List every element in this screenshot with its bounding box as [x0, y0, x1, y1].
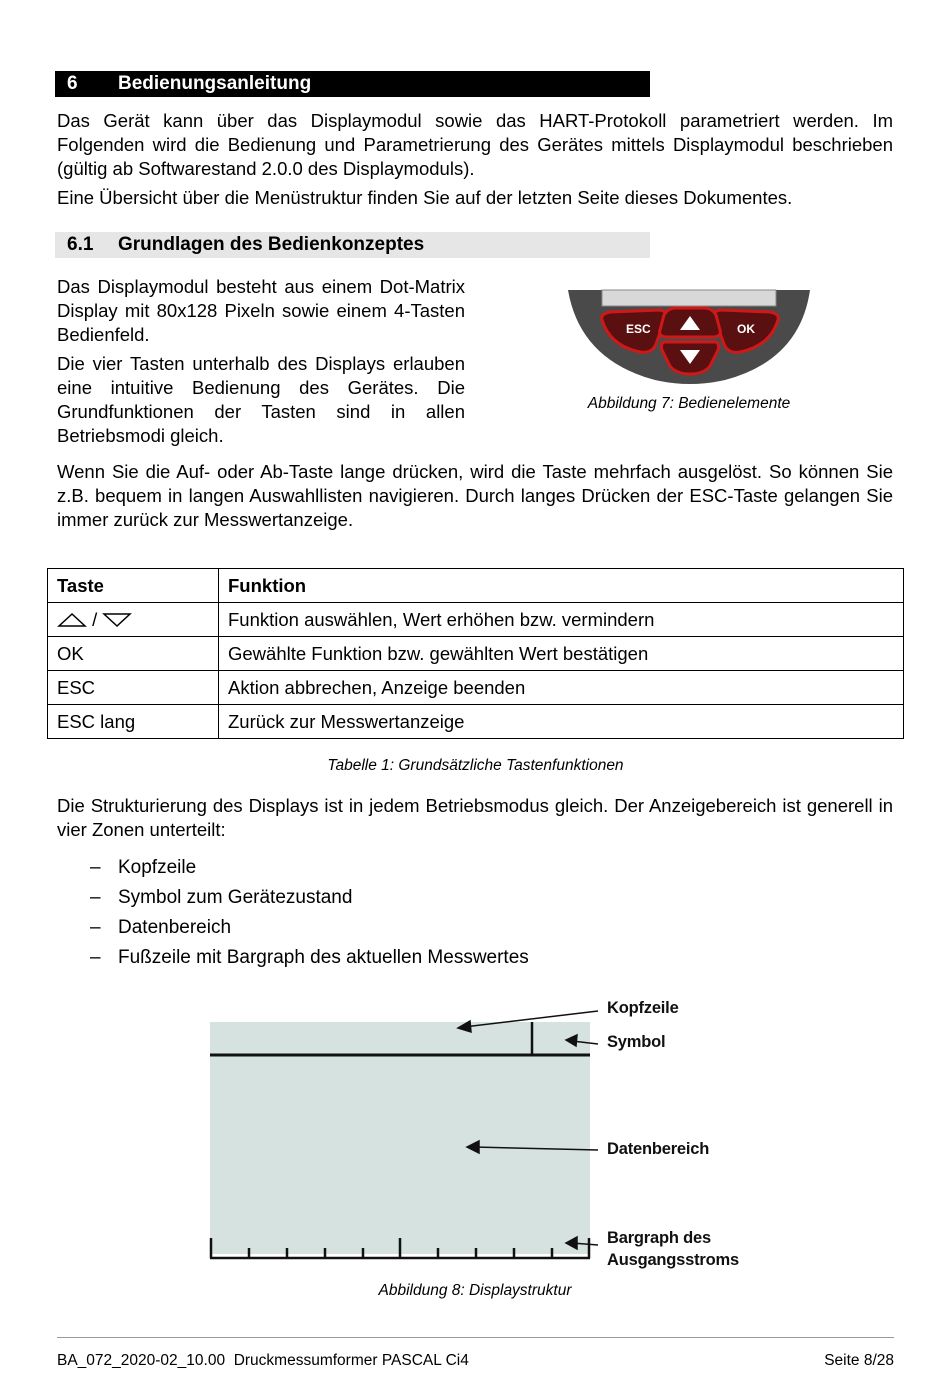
table-row — [48, 637, 904, 671]
table-cell-function: Funktion auswählen, Wert erhöhen bzw. vermindern — [219, 603, 904, 637]
table-row — [48, 705, 904, 739]
table-cell-key — [48, 603, 219, 637]
ok-key-label: OK — [737, 322, 755, 336]
section-title: Bedienungsanleitung — [118, 73, 312, 94]
table-row — [48, 671, 904, 705]
section-number: 6 — [67, 73, 78, 94]
subsection-number: 6.1 — [67, 234, 94, 255]
table-header-key: Taste — [48, 569, 219, 603]
label-bargraph-line-2: Ausgangsstroms — [607, 1251, 739, 1269]
list-dash: – — [90, 947, 101, 968]
table-cell-function: Gewählte Funktion bzw. gewählten Wert bestätigen — [219, 637, 904, 671]
list-item-text: Symbol zum Gerätezustand — [118, 887, 353, 908]
subsection-title: Grundlagen des Bedienkonzeptes — [118, 234, 425, 255]
down-triangle-icon — [102, 612, 132, 628]
table-header-row — [48, 569, 904, 603]
list-item — [90, 915, 529, 945]
list-item-text: Fußzeile mit Bargraph des aktuellen Messwertes — [118, 947, 529, 968]
intro-paragraph-2: Eine Übersicht über die Menüstruktur finden Sie auf der letzten Seite dieses Dokumentes. — [57, 187, 793, 208]
list-item — [90, 945, 529, 975]
label-header: Kopfzeile — [607, 999, 679, 1017]
label-bargraph-line-1: Bargraph des — [607, 1229, 711, 1247]
display-area — [210, 1022, 590, 1254]
footer-doc-id: BA_072_2020-02_10.00 — [57, 1352, 226, 1369]
list-dash: – — [90, 857, 101, 878]
list-item — [90, 885, 529, 915]
footer-left — [57, 1352, 469, 1370]
table-cell-key: ESC lang — [48, 705, 219, 739]
intro-block — [57, 109, 893, 210]
footer-divider — [57, 1337, 894, 1338]
table-header-function: Funktion — [219, 569, 904, 603]
concept-left-column — [57, 275, 465, 448]
figure-8-caption: Abbildung 8: Displaystruktur — [378, 1282, 572, 1299]
list-dash: – — [90, 887, 101, 908]
concept-paragraph-3: Wenn Sie die Auf- oder Ab-Taste lange drücken, wird die Taste mehrfach ausgelöst. So können Sie z.B. bequem in langen Auswahllisten navigieren. Durch langes Drücken der ESC-Taste gelangen Sie immer zurück zur Messwertanzeige. — [57, 461, 893, 530]
list-item — [90, 855, 529, 885]
label-symbol: Symbol — [607, 1033, 666, 1051]
zone-list — [90, 855, 529, 975]
table-cell-function: Zurück zur Messwertanzeige — [219, 705, 904, 739]
table-1-caption: Tabelle 1: Grundsätzliche Tastenfunktionen — [327, 757, 624, 774]
structure-block — [57, 794, 893, 842]
section-heading — [55, 71, 650, 97]
label-data-area: Datenbereich — [607, 1140, 710, 1158]
footer-product: Druckmessumformer PASCAL Ci4 — [233, 1352, 469, 1369]
structure-paragraph: Die Strukturierung des Displays ist in jedem Betriebsmodus gleich. Der Anzeigebereich ist generell in vier Zonen unterteilt: — [57, 795, 893, 840]
subsection-heading — [55, 232, 650, 258]
table-cell-function: Aktion abbrechen, Anzeige beenden — [219, 671, 904, 705]
list-dash: – — [90, 917, 101, 938]
concept-paragraph-2: Die vier Tasten unterhalb des Displays erlauben eine intuitive Bedienung des Gerätes. Die Grundfunktionen der Tasten sind in allen Betriebsmodi gleich. — [57, 353, 465, 446]
figure-7-caption: Abbildung 7: Bedienelemente — [587, 395, 791, 412]
concept-paragraph-1: Das Displaymodul besteht aus einem Dot-Matrix Display mit 80x128 Pixeln sowie einem 4-Tasten Bedienfeld. — [57, 276, 465, 345]
label-bargraph — [607, 1227, 739, 1271]
list-item-text: Datenbereich — [118, 917, 232, 938]
list-item-text: Kopfzeile — [118, 857, 197, 878]
key-separator: / — [92, 608, 98, 630]
up-triangle-icon — [57, 612, 87, 628]
concept-full-width — [57, 460, 893, 532]
key-function-table — [47, 568, 904, 739]
display-screen — [602, 290, 776, 306]
table-row — [48, 603, 904, 637]
esc-key-label: ESC — [626, 322, 651, 336]
intro-paragraph-1: Das Gerät kann über das Displaymodul sowie das HART-Protokoll parametriert werden. Im Folgenden wird die Bedienung und Parametrierung des Gerätes mittels Displaymodul beschrieben (gültig ab Softwarestand 2.0.0 des Displaymoduls). — [57, 110, 893, 179]
keypad-illustration — [560, 282, 820, 386]
footer-page-number: Seite 8/28 — [824, 1352, 894, 1369]
table-cell-key: OK — [48, 637, 219, 671]
table-cell-key: ESC — [48, 671, 219, 705]
